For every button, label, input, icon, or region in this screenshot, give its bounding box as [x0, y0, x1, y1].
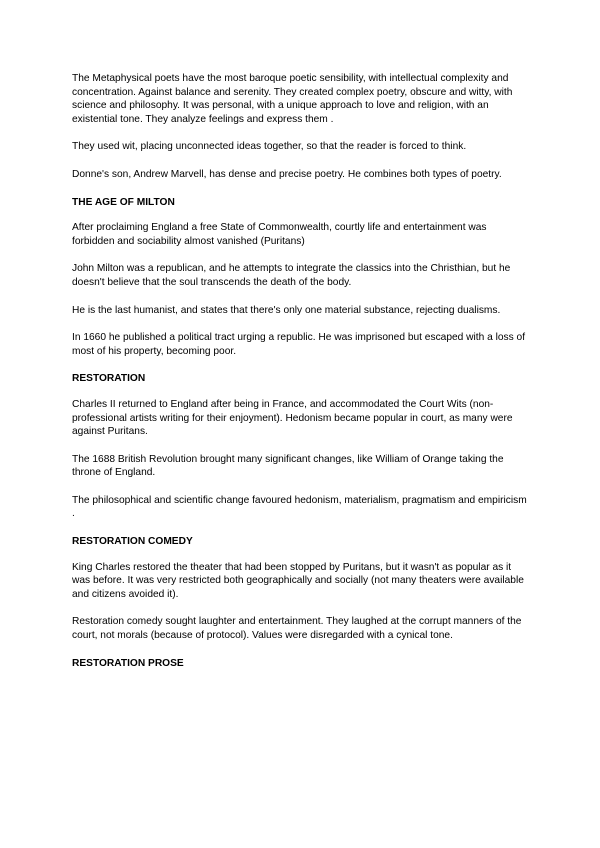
- heading-age-of-milton: THE AGE OF MILTON: [72, 196, 175, 208]
- paragraph-marvell: Donne's son, Andrew Marvell, has dense and precise poetry. He combines both types of poetry.: [72, 168, 502, 180]
- paragraph-restoration-comedy: Restoration comedy sought laughter and entertainment. They laughed at the corrupt manners of the court, not morals (because of protocol). Values were disregarded with a cynical tone.: [72, 616, 522, 642]
- paragraph-charles-ii: Charles II returned to England after being in France, and accommodated the Court Wits (non-professional artists writing for their enjoyment). Hedonism became popular in court, as many were against Puritans.: [72, 398, 513, 438]
- paragraph-1660-tract: In 1660 he published a political tract urging a republic. He was imprisoned but escaped with a loss of most of his property, becoming poor.: [72, 332, 526, 357]
- paragraph-philosophical-change: The philosophical and scientific change favoured hedonism, materialism, pragmatism and empiricism .: [72, 494, 527, 520]
- paragraph-last-humanist: He is the last humanist, and states that there's only one material substance, rejecting dualisms.: [72, 304, 501, 316]
- paragraph-king-charles-theater: King Charles restored the theater that had been stopped by Puritans, but it wasn't as popular as it was before. It was very restricted both geographically and socially (not many theaters were available and citizens avoided it).: [72, 561, 524, 600]
- heading-restoration-comedy: RESTORATION COMEDY: [72, 536, 193, 548]
- heading-restoration-prose: RESTORATION PROSE: [72, 657, 184, 669]
- paragraph-wit: They used wit, placing unconnected ideas together, so that the reader is forced to think.: [72, 141, 467, 153]
- paragraph-commonwealth: After proclaiming England a free State of Commonwealth, courtly life and entertainment was forbidden and sociability almost vanished (Puritans): [72, 222, 487, 247]
- heading-restoration: RESTORATION: [72, 373, 146, 385]
- paragraph-1688-revolution: The 1688 British Revolution brought many significant changes, like William of Orange taking the throne of England.: [72, 453, 504, 479]
- paragraph-milton-republican: John Milton was a republican, and he attempts to integrate the classics into the Christhian, but he doesn't believe that the soul transcends the death of the body.: [72, 263, 511, 288]
- paragraph-metaphysical-poets: The Metaphysical poets have the most baroque poetic sensibility, with intellectual complexity and concentration. Against balance and serenity. They created complex poetry, obscure and witty, with science and philosophy. It was personal, with a unique approach to love and religion, with an existential tone. They analyze feelings and express them .: [72, 73, 513, 125]
